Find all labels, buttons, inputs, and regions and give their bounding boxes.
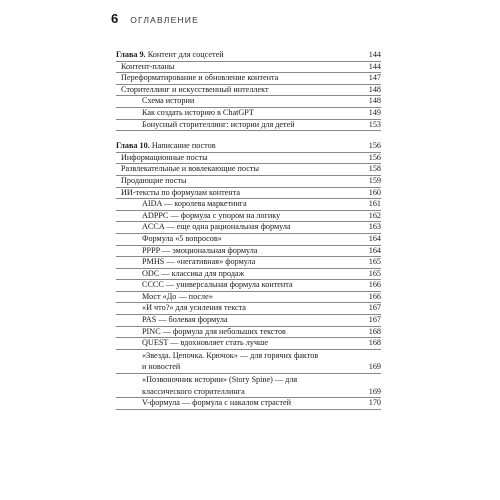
entry-text: Продающие посты [121, 175, 187, 185]
entry-title [116, 210, 363, 222]
page-ref: 160 [368, 187, 381, 197]
entry-title [116, 302, 363, 314]
entry-text: «Звезда. Цепочка. Крючок» — для горячих фактов и новостей [142, 350, 319, 372]
page-ref: 170 [368, 398, 381, 408]
chapter-number: Глава 9. [116, 50, 146, 59]
entry-title [116, 84, 363, 96]
entry-title [116, 49, 363, 61]
page-ref: 163 [368, 222, 381, 232]
entry-text: Переформатирование и обновление контента [121, 73, 279, 83]
entry-title [116, 61, 363, 73]
entry-title [116, 314, 363, 326]
page-ref: 144 [368, 50, 381, 59]
entry-title [116, 233, 363, 245]
entry-text: Развлекательные и вовлекающие посты [121, 164, 259, 174]
entry-text: «Позвоночник истории» (Story Spine) — для классического сторителлинга [142, 375, 298, 396]
entry-title [116, 337, 363, 349]
toc-entry[interactable] [116, 120, 381, 132]
entry-text: V-формула — формула с накалом страстей [142, 398, 291, 408]
entry-text: Схема истории [142, 96, 195, 106]
entry-text: ИИ-тексты по формулам контента [121, 187, 240, 197]
chapter-number: Глава 10. [116, 141, 150, 151]
entry-title [116, 374, 363, 397]
entry-title [116, 140, 363, 152]
entry-text: PPPP — эмоциональная формула [142, 245, 258, 255]
page-ref: 156 [368, 152, 381, 162]
page-header [111, 11, 199, 26]
entry-title [116, 95, 363, 107]
page-ref: 168 [368, 326, 381, 336]
page-ref: 165 [368, 257, 381, 267]
entry-title [116, 72, 363, 84]
entry-text: Мост «До — после» [142, 291, 213, 301]
entry-text: Сторителлинг и искусственный интеллект [121, 84, 269, 94]
entry-text: PAS — болевая формула [142, 315, 228, 325]
chapter-section [116, 141, 381, 410]
entry-title [116, 268, 363, 280]
page-ref: 149 [368, 107, 381, 117]
entry-title [116, 221, 363, 233]
entry-text: Бонусный сторителлинг: истории для детей [142, 119, 295, 129]
page-ref: 144 [368, 61, 381, 71]
page-ref: 167 [368, 315, 381, 325]
page-ref: 165 [368, 268, 381, 278]
page-ref: 169 [368, 362, 381, 372]
entry-title [116, 245, 363, 257]
entry-title [116, 198, 363, 210]
page-ref: 166 [368, 280, 381, 290]
entry-text: QUEST — вдохновляет стать лучше [142, 338, 268, 348]
entry-title [116, 119, 363, 131]
page-ref: 161 [368, 199, 381, 209]
page-ref: 159 [368, 175, 381, 185]
page-number: 6 [111, 11, 119, 26]
entry-text: «И что?» для усиления текста [142, 303, 246, 313]
entry-text: ODC — классика для продаж [142, 268, 245, 278]
page-ref: 164 [368, 233, 381, 243]
entry-text: CCCC — универсальная формула контента [142, 280, 293, 290]
entry-text: ACCA — еще одна рациональная формула [142, 222, 291, 232]
page-ref: 162 [368, 210, 381, 220]
entry-title [116, 397, 363, 409]
page-ref: 147 [368, 73, 381, 83]
entry-title [116, 175, 363, 187]
entry-text: Формула «5 вопросов» [142, 233, 222, 243]
page-ref: 148 [368, 84, 381, 94]
entry-text: Как создать историю в ChatGPT [142, 107, 254, 117]
page-ref: 148 [368, 96, 381, 106]
page-ref: 168 [368, 338, 381, 348]
chapter-section [116, 50, 381, 131]
page-ref: 156 [368, 141, 381, 151]
running-title: ОГЛАВЛЕНИЕ [130, 15, 199, 25]
toc-entry[interactable] [116, 350, 381, 374]
entry-text: Написание постов [151, 141, 216, 151]
entry-text: PINC — формула для небольших текстов [142, 326, 286, 336]
page-ref: 167 [368, 303, 381, 313]
toc-entry[interactable] [116, 398, 381, 410]
entry-text: PMHS — «негативная» формула [142, 257, 256, 267]
toc-entry[interactable] [116, 338, 381, 350]
entry-title [116, 350, 363, 373]
page-ref: 153 [368, 119, 381, 129]
entry-text: Информационные посты [121, 152, 208, 162]
entry-title [116, 163, 363, 175]
page-ref: 169 [368, 386, 381, 396]
toc-entry[interactable] [116, 374, 381, 398]
page-ref: 166 [368, 291, 381, 301]
entry-text: ADPPC — формула с упором на логику [142, 210, 281, 220]
entry-title [116, 256, 363, 268]
page-ref: 164 [368, 245, 381, 255]
entry-title [116, 152, 363, 164]
entry-title [116, 291, 363, 303]
page-ref: 158 [368, 164, 381, 174]
entry-text: Контент-планы [121, 61, 175, 71]
entry-title [116, 187, 363, 199]
table-of-contents [116, 50, 381, 410]
entry-title [116, 279, 363, 291]
entry-text: Контент для соцсетей [147, 50, 224, 59]
entry-title [116, 326, 363, 338]
entry-title [116, 107, 363, 119]
entry-text: AIDA — королева маркетинга [142, 199, 247, 209]
